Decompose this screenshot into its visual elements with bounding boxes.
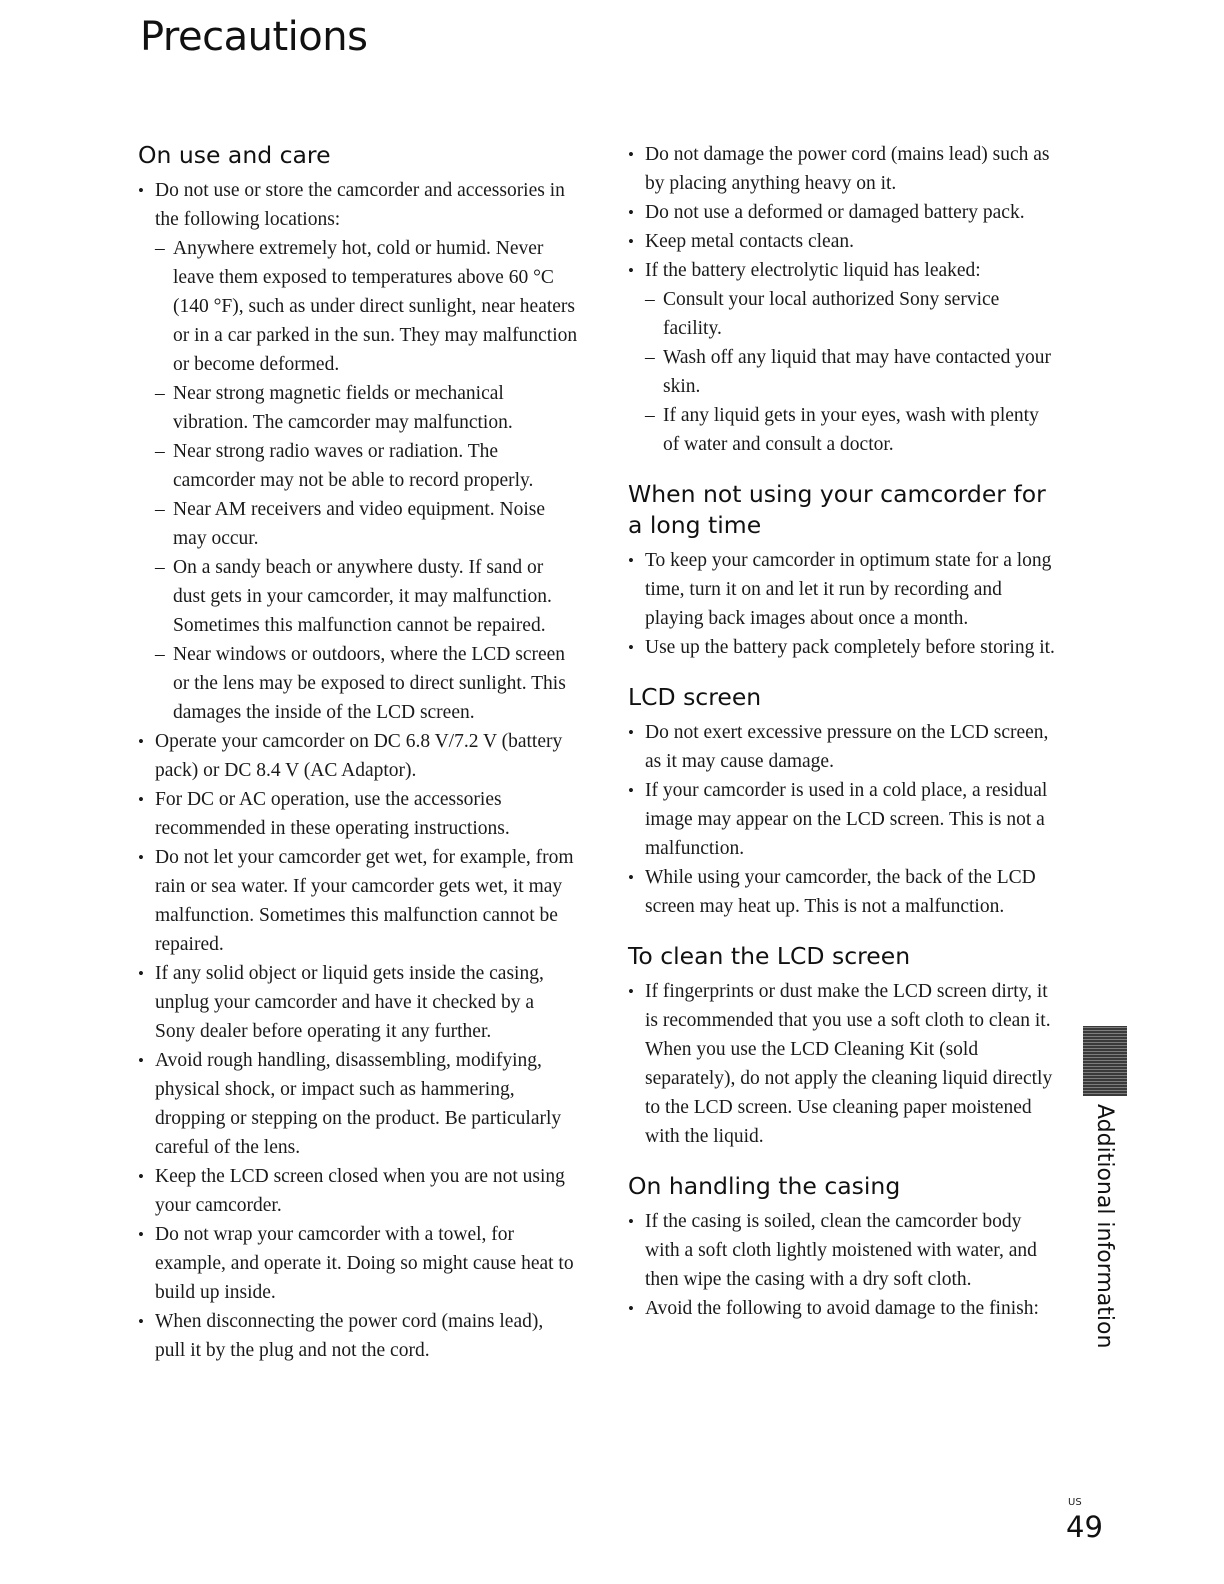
section-heading: To clean the LCD screen — [628, 942, 911, 970]
bullet-text: Do not let your camcorder get wet, for example, from rain or sea water. If your camcorder gets wet, it may malfunction. Sometimes this malfunction cannot be repaired. — [155, 847, 574, 955]
sub-item: – Wash off any liquid that may have contacted your skin. — [645, 343, 1058, 401]
bullet-item — [628, 256, 1058, 459]
bullet-item — [138, 176, 578, 727]
bullet-list — [628, 977, 1058, 1151]
bullet-item — [628, 198, 1058, 227]
sub-list — [645, 285, 1058, 459]
bullet-text: Do not exert excessive pressure on the LCD screen, as it may cause damage. — [645, 722, 1049, 772]
sub-item: – Near strong magnetic fields or mechanical vibration. The camcorder may malfunction. — [155, 379, 578, 437]
bullet-item — [628, 633, 1058, 662]
bullet-item — [628, 776, 1058, 863]
bullet-text: Do not wrap your camcorder with a towel, for example, and operate it. Doing so might cause heat to build up inside. — [155, 1224, 574, 1303]
section — [628, 479, 1058, 662]
bullet-text: If any solid object or liquid gets inside the casing, unplug your camcorder and have it checked by a Sony dealer before operating it any further. — [155, 963, 544, 1042]
bullet-text: If the battery electrolytic liquid has leaked: — [645, 260, 981, 281]
bullet-text: Do not damage the power cord (mains lead) such as by placing anything heavy on it. — [645, 144, 1050, 194]
sub-item: – On a sandy beach or anywhere dusty. If sand or dust gets in your camcorder, it may malfunction. Sometimes this malfunction cannot be repaired. — [155, 553, 578, 640]
left-column — [138, 140, 578, 1385]
section-heading: On handling the casing — [628, 1172, 901, 1200]
bullet-item — [138, 1307, 578, 1365]
bullet-text: Do not use a deformed or damaged battery pack. — [645, 202, 1025, 223]
sub-list — [155, 234, 578, 727]
bullet-list — [628, 718, 1058, 921]
bullet-text: Avoid rough handling, disassembling, modifying, physical shock, or impact such as hammering, dropping or stepping on the product. Be particularly careful of the lens. — [155, 1050, 562, 1158]
bullet-list — [628, 546, 1058, 662]
bullet-text: If your camcorder is used in a cold place, a residual image may appear on the LCD screen. This is not a malfunction. — [645, 780, 1048, 859]
bullet-item — [628, 1294, 1058, 1323]
page-number: 49 — [1066, 1510, 1103, 1544]
bullet-item — [628, 227, 1058, 256]
section-heading: When not using your camcorder for a long time — [628, 480, 1046, 539]
bullet-item — [138, 1162, 578, 1220]
bullet-text: Use up the battery pack completely before storing it. — [645, 637, 1055, 658]
bullet-item — [138, 785, 578, 843]
bullet-item — [628, 140, 1058, 198]
bullet-text: Operate your camcorder on DC 6.8 V/7.2 V (battery pack) or DC 8.4 V (AC Adaptor). — [155, 731, 563, 781]
bullet-text: If fingerprints or dust make the LCD screen dirty, it is recommended that you use a soft cloth to clean it. When you use the LCD Cleaning Kit (sold separately), do not apply the cleaning liquid directly to the LCD screen. Use cleaning paper moistened with the liquid. — [645, 981, 1053, 1147]
bullet-item — [628, 977, 1058, 1151]
bullet-text: When disconnecting the power cord (mains lead), pull it by the plug and not the cord. — [155, 1311, 544, 1361]
bullet-list — [628, 140, 1058, 459]
bullet-text: For DC or AC operation, use the accessories recommended in these operating instructions. — [155, 789, 510, 839]
bullet-item — [138, 1220, 578, 1307]
sub-item: – Anywhere extremely hot, cold or humid. Never leave them exposed to temperatures above 60 °C (140 °F), such as under direct sunlight, near heaters or in a car parked in the sun. They may malfunction or become deformed. — [155, 234, 578, 379]
bullet-item — [138, 1046, 578, 1162]
bullet-item — [628, 546, 1058, 633]
bullet-item — [138, 959, 578, 1046]
bullet-text: While using your camcorder, the back of the LCD screen may heat up. This is not a malfunction. — [645, 867, 1036, 917]
bullet-text: If the casing is soiled, clean the camcorder body with a soft cloth lightly moistened with water, and then wipe the casing with a dry soft cloth. — [645, 1211, 1037, 1290]
page-title: Precautions — [140, 14, 368, 60]
section — [628, 682, 1058, 921]
bullet-item — [628, 863, 1058, 921]
bullet-text: Do not use or store the camcorder and accessories in the following locations: — [155, 180, 565, 230]
section — [628, 941, 1058, 1151]
bullet-item — [628, 1207, 1058, 1294]
bullet-text: To keep your camcorder in optimum state for a long time, turn it on and let it run by recording and playing back images about once a month. — [645, 550, 1052, 629]
section — [628, 140, 1058, 459]
bullet-list — [138, 176, 578, 1365]
sub-item: – Near windows or outdoors, where the LCD screen or the lens may be exposed to direct sunlight. This damages the inside of the LCD screen. — [155, 640, 578, 727]
bullet-text: Avoid the following to avoid damage to the finish: — [645, 1298, 1039, 1319]
section — [138, 140, 578, 1365]
sub-item: – Near strong radio waves or radiation. The camcorder may not be able to record properly. — [155, 437, 578, 495]
bullet-text: Keep metal contacts clean. — [645, 231, 854, 252]
bullet-list — [628, 1207, 1058, 1323]
bullet-item — [628, 718, 1058, 776]
bullet-text: Keep the LCD screen closed when you are not using your camcorder. — [155, 1166, 565, 1216]
section-side-label: Additional information — [1092, 1104, 1117, 1349]
section-tab-marker — [1083, 1026, 1127, 1096]
sub-item: – Consult your local authorized Sony service facility. — [645, 285, 1058, 343]
right-column — [628, 140, 1058, 1343]
region-code: US — [1068, 1497, 1082, 1508]
sub-item: – If any liquid gets in your eyes, wash with plenty of water and consult a doctor. — [645, 401, 1058, 459]
bullet-item — [138, 727, 578, 785]
section — [628, 1171, 1058, 1323]
section-heading: On use and care — [138, 141, 331, 169]
sub-item: – Near AM receivers and video equipment. Noise may occur. — [155, 495, 578, 553]
section-heading: LCD screen — [628, 683, 762, 711]
bullet-item — [138, 843, 578, 959]
